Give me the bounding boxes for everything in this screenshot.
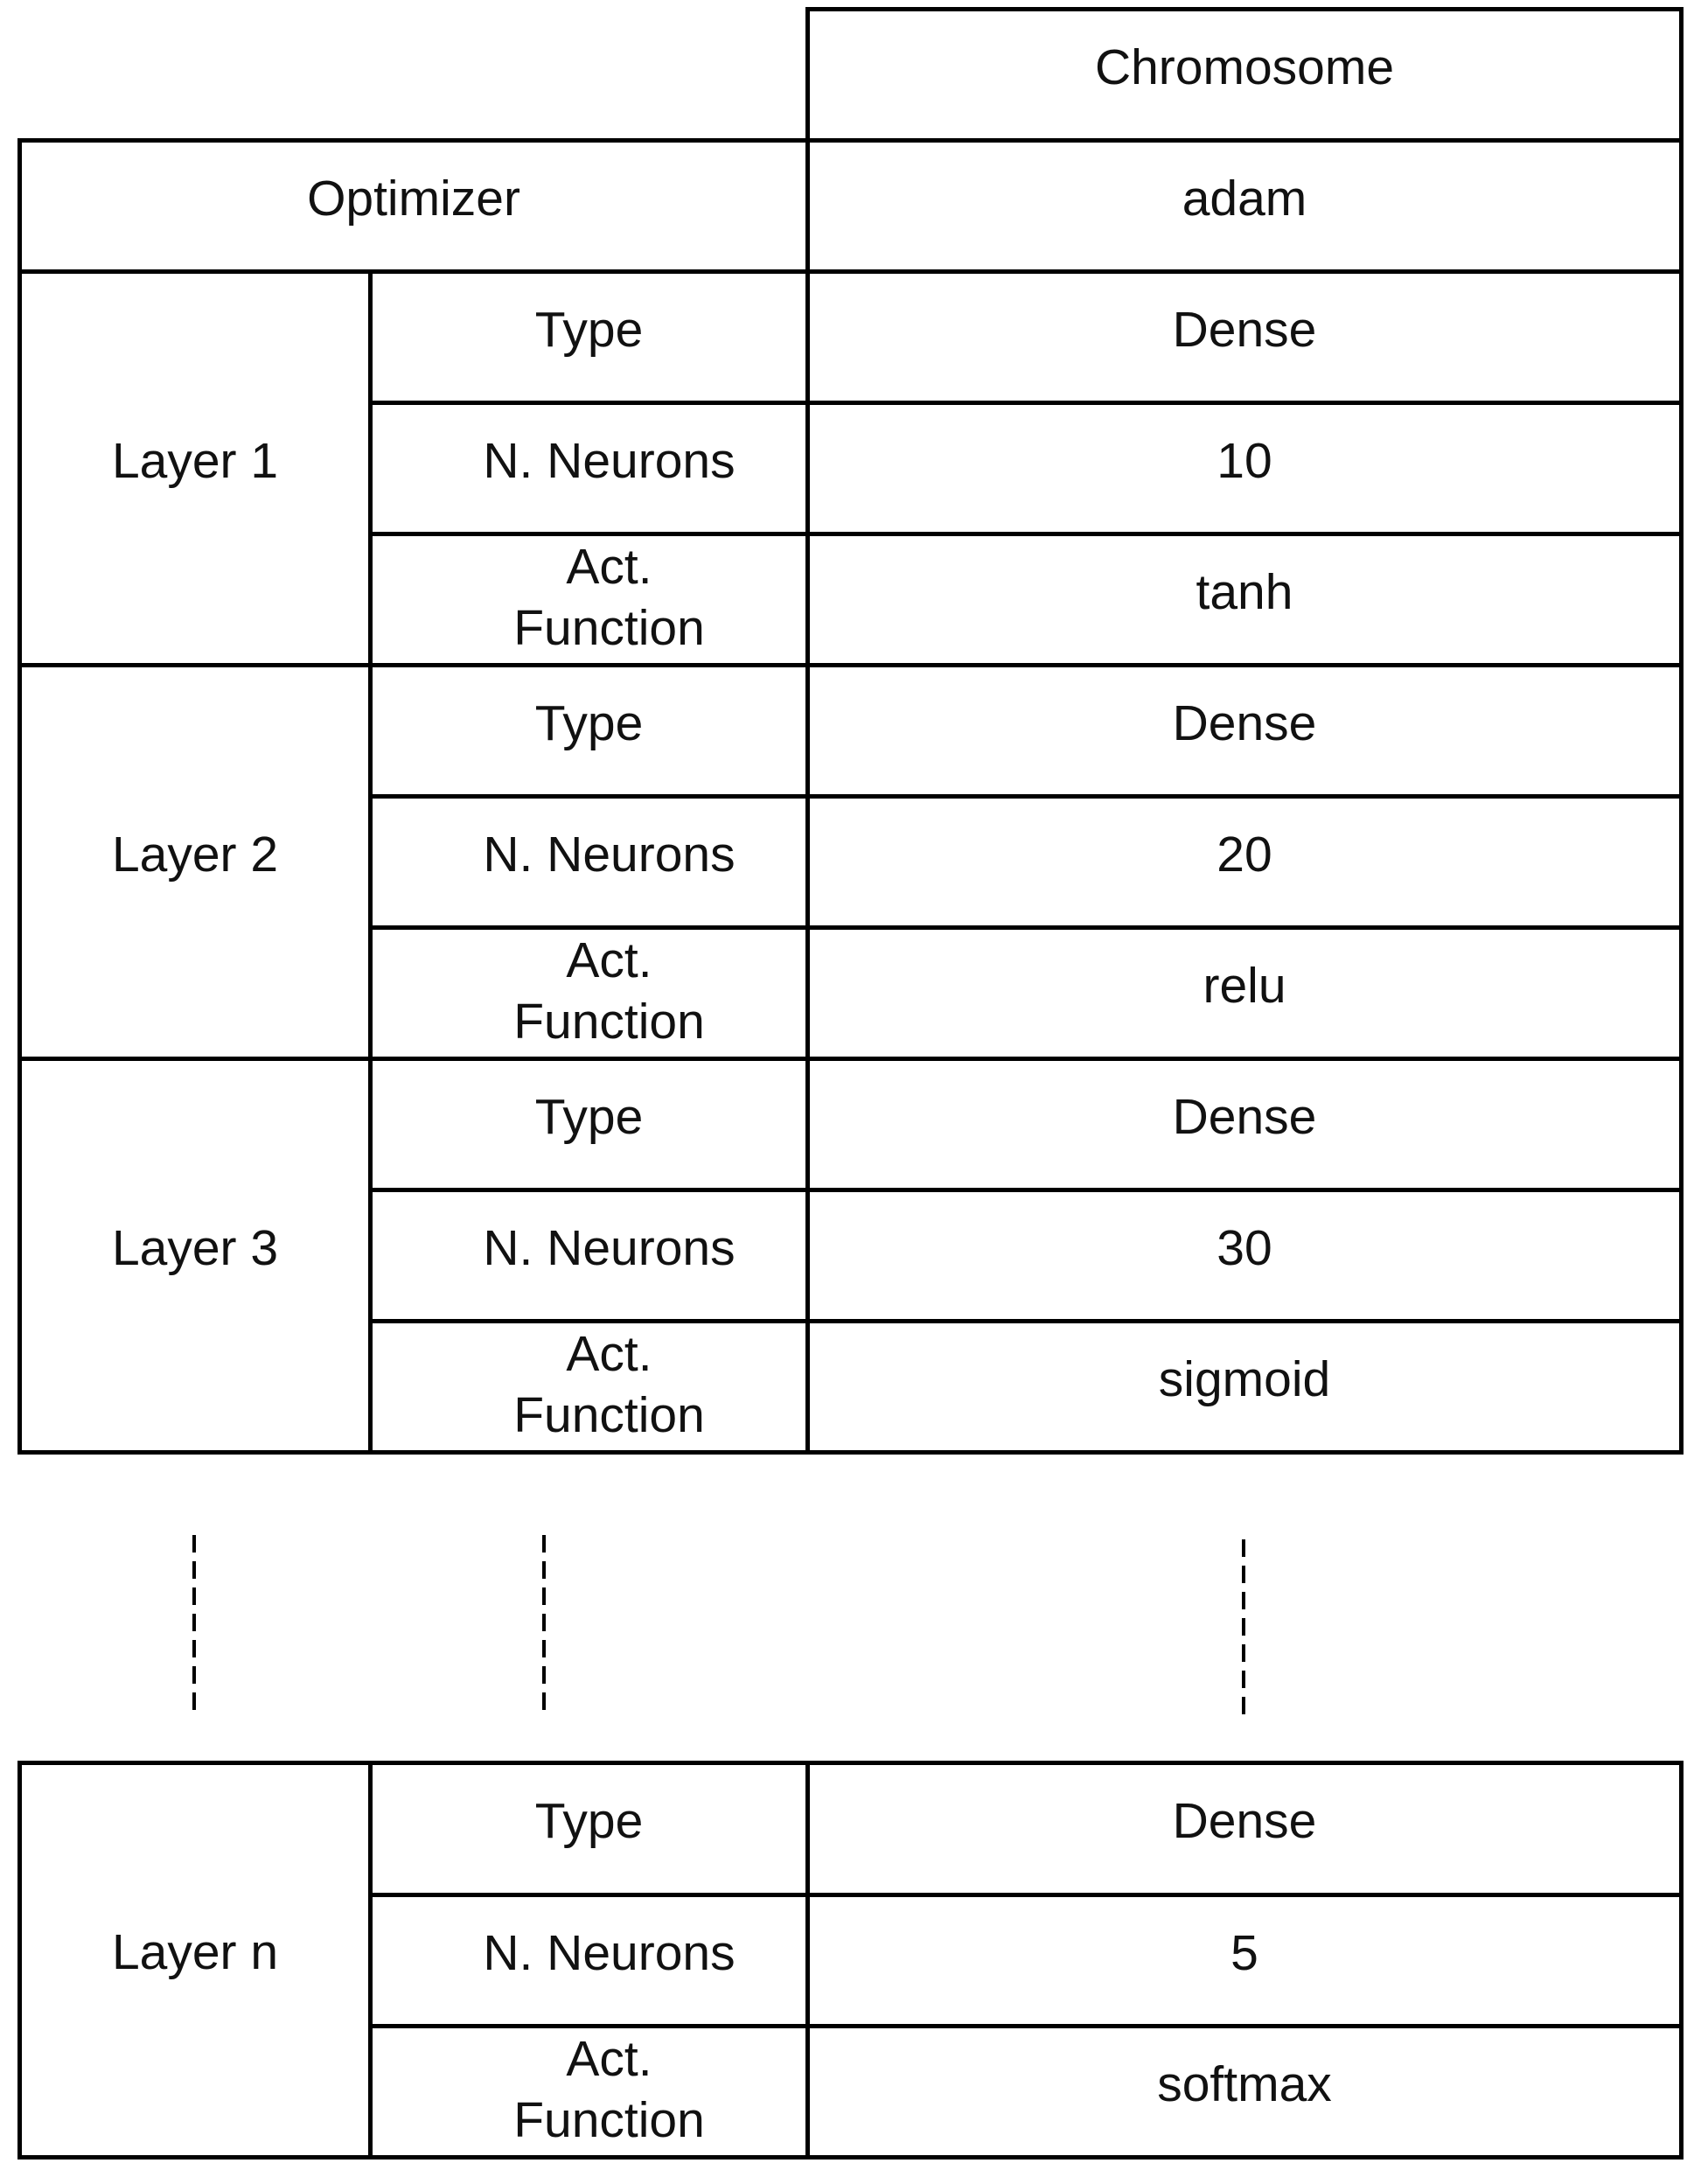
layer-2-type-value: Dense bbox=[1172, 694, 1317, 751]
layer-n-neurons-value: 5 bbox=[1230, 1924, 1258, 1981]
layer-n-neurons-label-cell bbox=[368, 1893, 810, 2028]
layer-1-neurons-value-cell bbox=[805, 401, 1684, 536]
layer-n-label-cell bbox=[17, 1761, 373, 2160]
layer-1-activation-value: tanh bbox=[1196, 563, 1293, 620]
layer-1-neurons-value: 10 bbox=[1216, 432, 1272, 489]
layer-1-type-label-cell bbox=[368, 269, 810, 405]
layer-3-neurons-value-cell bbox=[805, 1188, 1684, 1323]
activation-label-line1: Act. bbox=[566, 538, 652, 595]
chromosome-header bbox=[805, 7, 1684, 143]
ellipsis-dashed-line-col3 bbox=[1240, 1539, 1247, 1723]
type-label: Type bbox=[534, 301, 644, 358]
activation-label-line2: Function bbox=[513, 1386, 705, 1443]
optimizer-value: adam bbox=[1182, 170, 1307, 227]
layer-3-type-label-cell bbox=[368, 1057, 810, 1192]
activation-label-line1: Act. bbox=[566, 2030, 652, 2087]
layer-2-type-value-cell bbox=[805, 663, 1684, 799]
type-label: Type bbox=[534, 1793, 644, 1849]
layer-1-neurons-label-cell bbox=[368, 401, 810, 536]
layer-2-activation-label-cell bbox=[368, 925, 810, 1061]
layer-n-type-label-cell bbox=[368, 1761, 810, 1897]
activation-label-line2: Function bbox=[513, 993, 705, 1050]
optimizer-label: Optimizer bbox=[307, 170, 520, 227]
layer-2-neurons-value-cell bbox=[805, 794, 1684, 930]
layer-2-type-label-cell bbox=[368, 663, 810, 799]
neurons-label: N. Neurons bbox=[483, 1924, 735, 1981]
layer-2-activation-value-cell bbox=[805, 925, 1684, 1061]
type-label: Type bbox=[534, 1088, 644, 1145]
layer-n-activation-value-cell bbox=[805, 2024, 1684, 2160]
activation-label bbox=[473, 1323, 705, 1446]
layer-3-activation-label-cell bbox=[368, 1319, 810, 1455]
activation-label bbox=[473, 536, 705, 659]
layer-3-type-value-cell bbox=[805, 1057, 1684, 1192]
activation-label-line1: Act. bbox=[566, 932, 652, 988]
optimizer-value-cell bbox=[805, 138, 1684, 274]
layer-1-type-value: Dense bbox=[1172, 301, 1317, 358]
neurons-label: N. Neurons bbox=[483, 1219, 735, 1276]
layer-2-label: Layer 2 bbox=[111, 826, 279, 883]
chromosome-header-label: Chromosome bbox=[1094, 38, 1395, 95]
layer-1-label-cell bbox=[17, 269, 373, 667]
layer-3-neurons-label-cell bbox=[368, 1188, 810, 1323]
layer-3-neurons-value: 30 bbox=[1216, 1219, 1272, 1276]
layer-n-activation-value: softmax bbox=[1157, 2055, 1332, 2112]
layer-1-activation-value-cell bbox=[805, 532, 1684, 667]
layer-n-type-value: Dense bbox=[1172, 1793, 1317, 1849]
layer-n-label: Layer n bbox=[111, 1924, 279, 1980]
layer-n-neurons-value-cell bbox=[805, 1893, 1684, 2028]
layer-n-type-value-cell bbox=[805, 1761, 1684, 1897]
ellipsis-dashed-line-col2 bbox=[540, 1535, 547, 1719]
activation-label bbox=[473, 2028, 705, 2151]
optimizer-label-cell bbox=[17, 138, 810, 274]
layer-n-activation-label-cell bbox=[368, 2024, 810, 2160]
layer-2-neurons-value: 20 bbox=[1216, 826, 1272, 883]
type-label: Type bbox=[534, 694, 644, 751]
layer-3-type-value: Dense bbox=[1172, 1088, 1317, 1145]
layer-3-activation-value: sigmoid bbox=[1158, 1350, 1331, 1407]
ellipsis-dashed-line-col1 bbox=[191, 1535, 198, 1719]
neurons-label: N. Neurons bbox=[483, 432, 735, 489]
neurons-label: N. Neurons bbox=[483, 826, 735, 883]
activation-label-line2: Function bbox=[513, 599, 705, 656]
layer-2-neurons-label-cell bbox=[368, 794, 810, 930]
layer-3-label: Layer 3 bbox=[111, 1219, 279, 1276]
layer-1-activation-label-cell bbox=[368, 532, 810, 667]
activation-label-line1: Act. bbox=[566, 1325, 652, 1382]
layer-3-activation-value-cell bbox=[805, 1319, 1684, 1455]
layer-1-type-value-cell bbox=[805, 269, 1684, 405]
activation-label-line2: Function bbox=[513, 2091, 705, 2148]
activation-label bbox=[473, 930, 705, 1052]
layer-2-label-cell bbox=[17, 663, 373, 1061]
layer-2-activation-value: relu bbox=[1203, 957, 1286, 1014]
layer-1-label: Layer 1 bbox=[111, 432, 279, 489]
layer-3-label-cell bbox=[17, 1057, 373, 1455]
